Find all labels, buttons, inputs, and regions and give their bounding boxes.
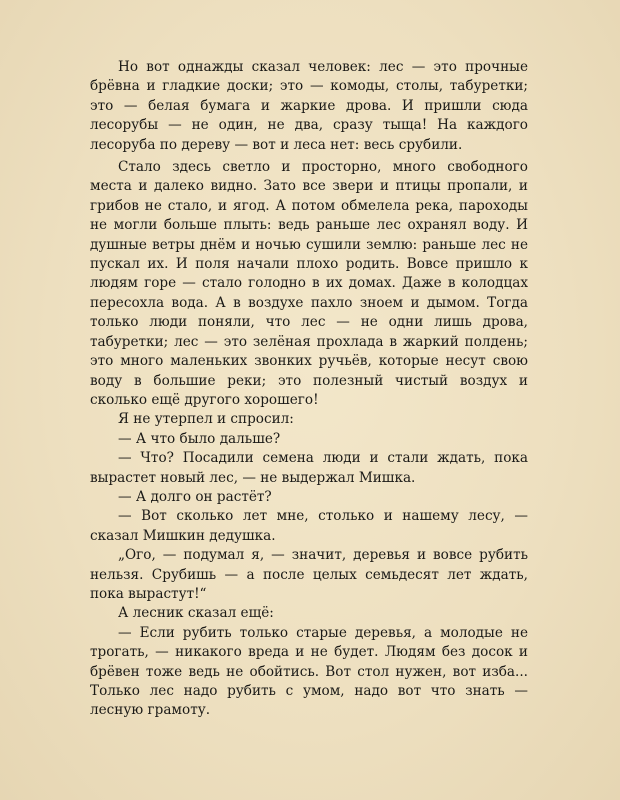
dialog-line: — Что? Посадили семена люди и стали ждать, пока вырастет новый лес, — не выдержал Мишка. <box>90 450 528 486</box>
paragraph: Стало здесь светло и просторно, много свободного места и далеко видно. Зато все звери и птицы пропали, и грибов не стало, и ягод. А потом обмелела река, пароходы не могли больше плыть: ведь раньше лес охранял воду. И душные ветры днём и ночью сушили землю: раньше лес не пускал их. И поля начали плохо родить. Вовсе пришло к людям горе — стало голодно в их домах. Даже в колодцах пересохла вода. А в воздухе пахло зноем и дымом. Тогда только люди поняли, что лес — не одни лишь дрова, табуретки; лес — это зелёная прохлада в жаркий полдень; это много маленьких звонких ручьёв, которые несут свою воду в большие реки; это полезный чистый воздух и сколько ещё другого хорошего! <box>90 159 528 408</box>
paragraph: Я не утерпел и спросил: <box>118 411 294 428</box>
dialog-line: — Если рубить только старые деревья, а молодые не трогать, — никакого вреда и не будет. Людям без досок и брёвен тоже ведь не обойтись. Вот стол нужен, вот изба... Только лес надо рубить с умом, надо вот что знать — лесную грамоту. <box>90 624 528 719</box>
dialog-line: — А долго он растёт? <box>118 488 272 505</box>
dialog-line: — А что было дальше? <box>118 430 281 447</box>
dialog-line: — Вот сколько лет мне, столько и нашему лесу, — сказал Мишкин дедушка. <box>90 508 528 544</box>
page-text <box>90 58 528 721</box>
paragraph: Но вот однажды сказал человек: лес — это прочные брёвна и гладкие доски; это — комоды, столы, табуретки; это — белая бумага и жаркие дрова. И пришли сюда лесорубы — не один, не два, сразу тыща! На каждого лесоруба по дереву — вот и леса нет: весь срубили. <box>90 59 528 153</box>
paragraph: А лесник сказал ещё: <box>118 605 274 622</box>
paragraph: „Ого, — подумал я, — значит, деревья и вовсе рубить нельзя. Срубишь — а после целых семьдесят лет ждать, пока вырастут!“ <box>90 547 528 602</box>
